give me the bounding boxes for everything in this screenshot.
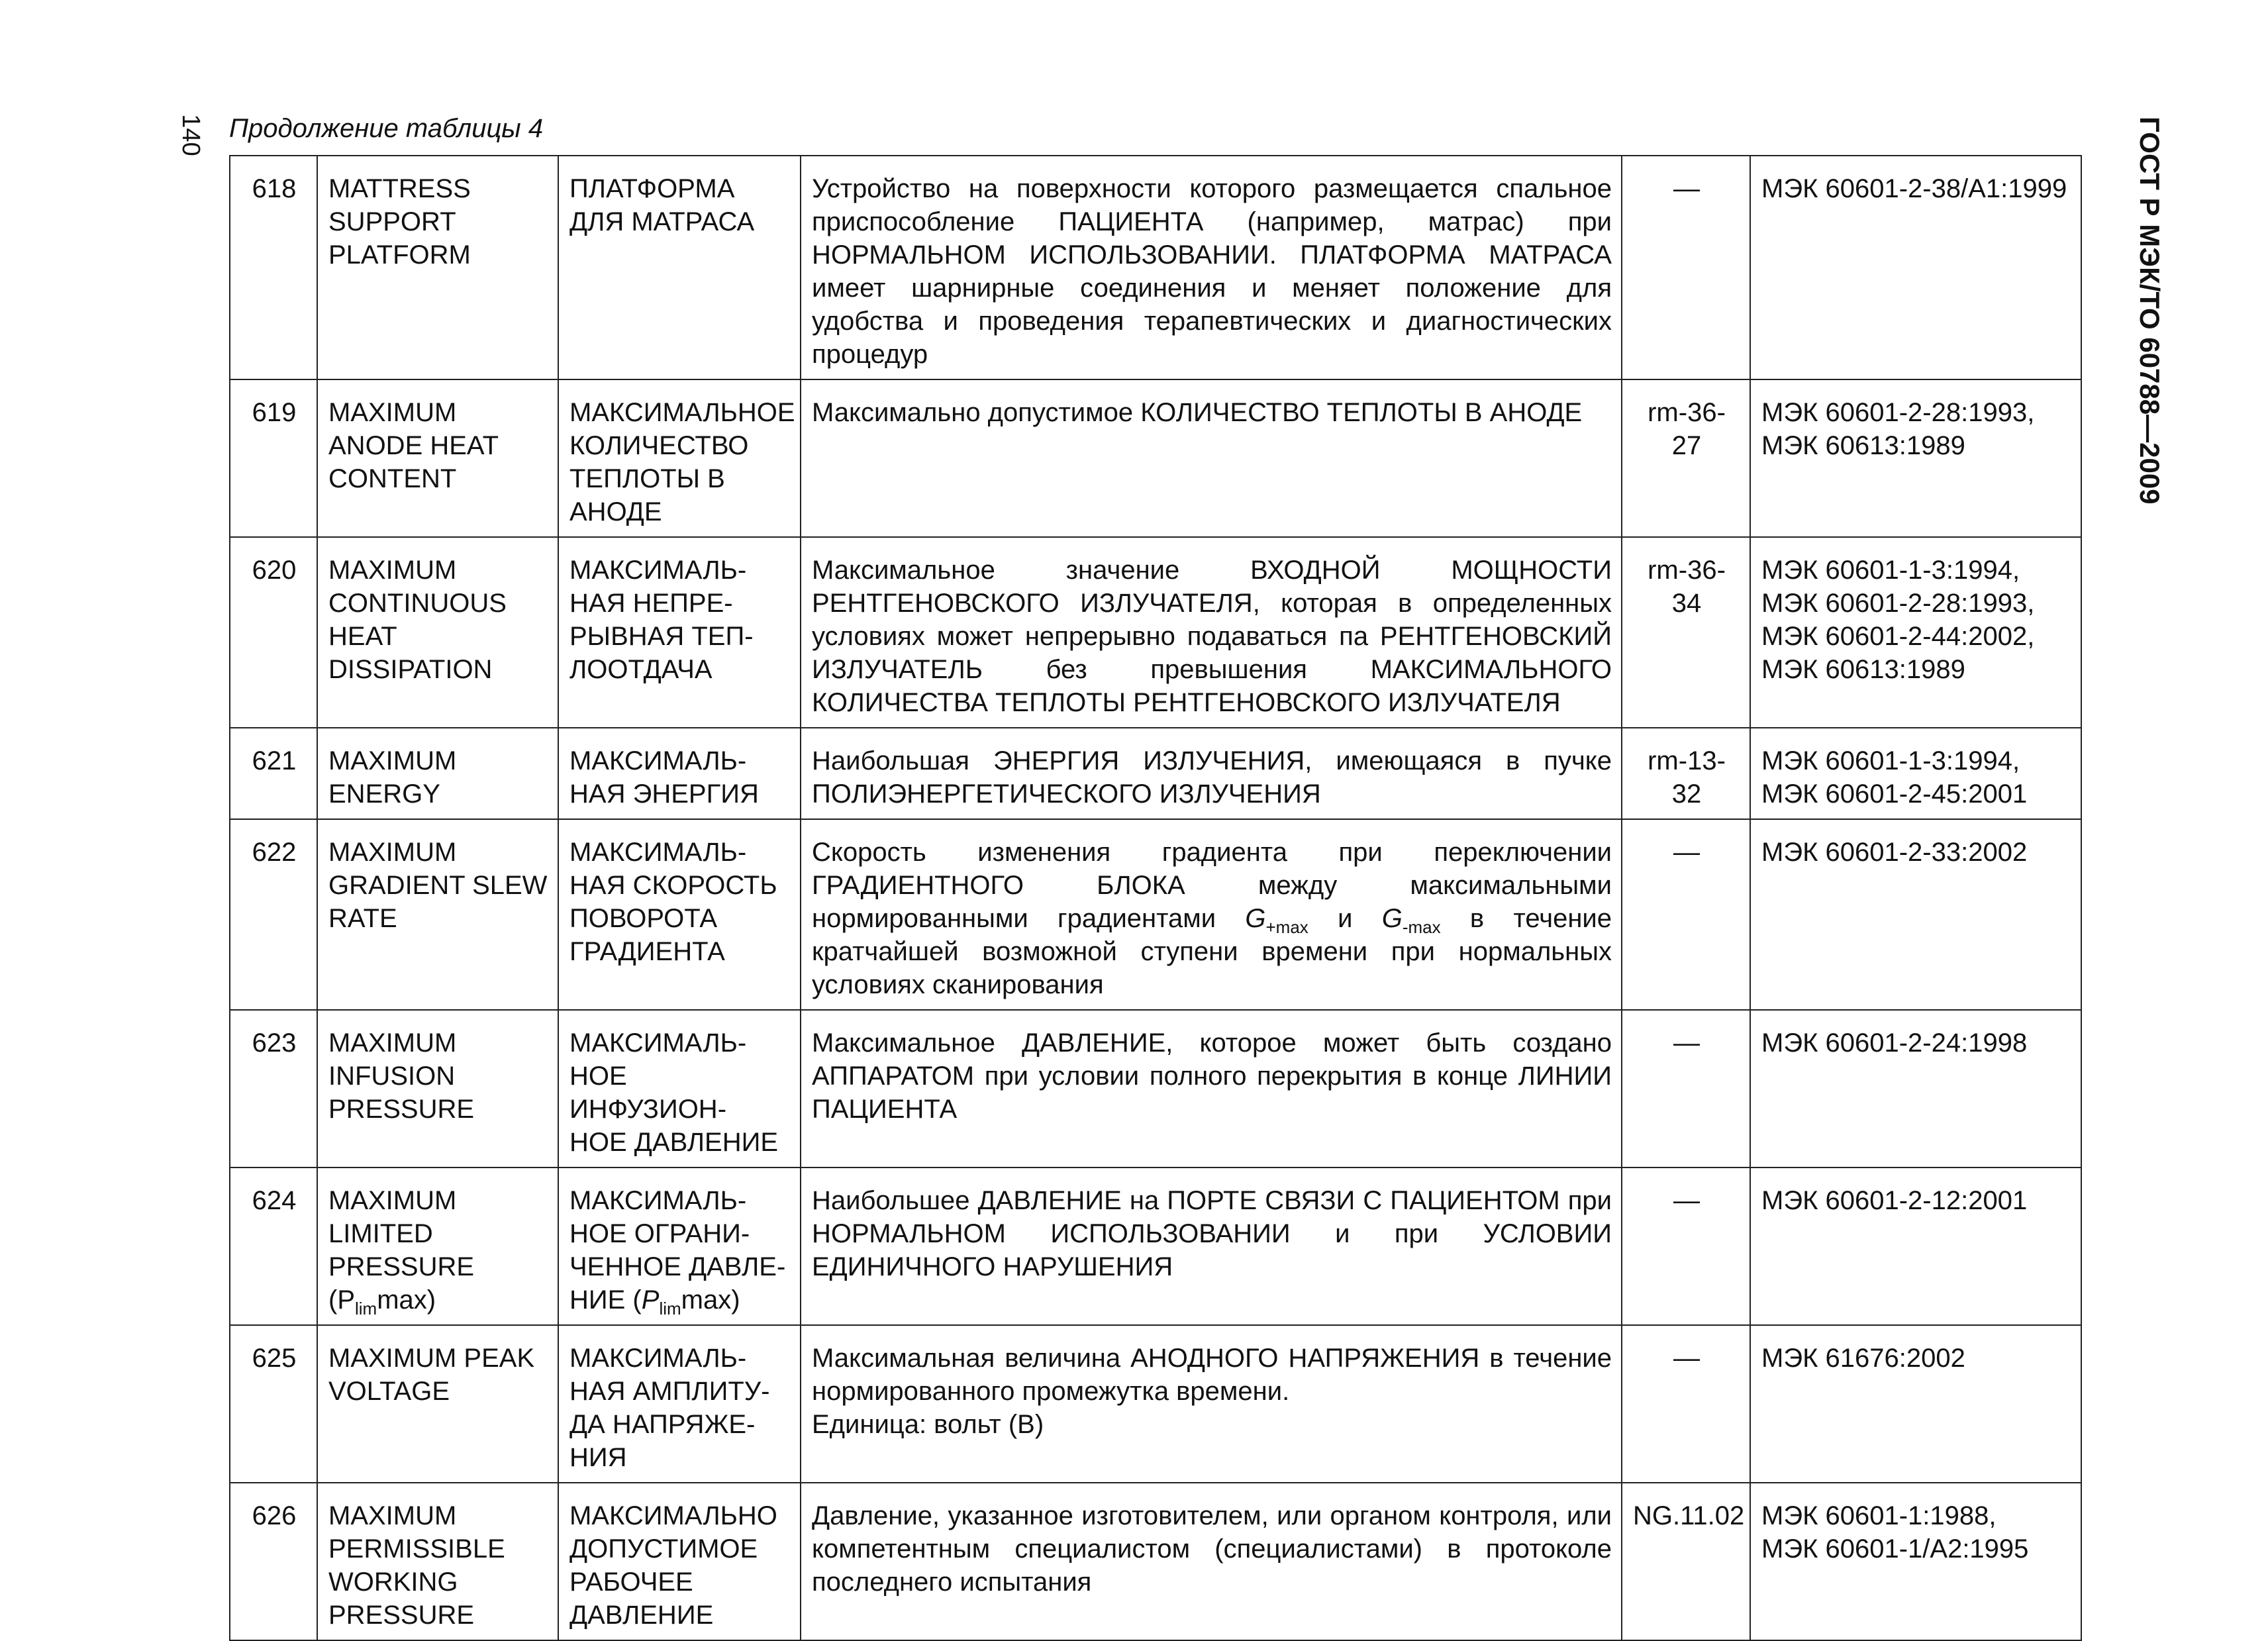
term-reference: МЭК 60601-1-3:1994, МЭК 60601-2-28:1993, МЭК 60601-2-44:2002, МЭК 60613:1989 [1750, 537, 2081, 728]
term-english: MAXIMUM ANODE HEAT CONTENT [317, 379, 558, 537]
term-number: 619 [230, 379, 317, 537]
term-definition: Устройство на поверхности которого размещается спальное приспособление ПАЦИЕНТА (например, матрас) при НОРМАЛЬНОМ ИСПОЛЬЗОВАНИИ. ПЛАТФОРМА МАТРАСА имеет шарнирные соединения и меняет положение для удобства и проведения терапевтических и диагностических процедур [801, 156, 1622, 379]
table-row [230, 537, 2081, 728]
term-code: — [1622, 1168, 1750, 1325]
term-english: MATTRESS SUPPORT PLATFORM [317, 156, 558, 379]
term-definition: Наибольшее ДАВЛЕНИЕ на ПОРТЕ СВЯЗИ С ПАЦИЕНТОМ при НОРМАЛЬНОМ ИСПОЛЬЗОВАНИИ и при УСЛОВИИ ЕДИНИЧНОГО НАРУШЕНИЯ [801, 1168, 1622, 1325]
term-definition: Максимальное значение ВХОДНОЙ МОЩНОСТИ РЕНТГЕНОВСКОГО ИЗЛУЧАТЕЛЯ, которая в определенных условиях может непрерывно подаваться па РЕНТГЕНОВСКИЙ ИЗЛУЧАТЕЛЬ без превышения МАКСИМАЛЬНОГО КОЛИЧЕСТВА ТЕПЛОТЫ РЕНТГЕНОВСКОГО ИЗЛУЧАТЕЛЯ [801, 537, 1622, 728]
term-code: — [1622, 1325, 1750, 1483]
term-russian: МАКСИМАЛЬ- НОЕ ОГРАНИ- ЧЕННОЕ ДАВЛЕ- НИЕ $(P_{lim}\max)$ [558, 1168, 801, 1325]
term-english: MAXIMUM GRADIENT SLEW RATE [317, 819, 558, 1010]
page-number: 140 [177, 114, 205, 156]
term-english: MAXIMUM LIMITED PRESSURE $(P_{lim}\max)$ [317, 1168, 558, 1325]
term-definition: Максимальное ДАВЛЕНИЕ, которое может быть создано АППАРАТОМ при условии полного перекрытия в конце ЛИНИИ ПАЦИЕНТА [801, 1010, 1622, 1168]
standard-code: ГОСТ Р МЭК/ТО 60788—2009 [2134, 117, 2165, 505]
table-row [230, 819, 2081, 1010]
term-russian: МАКСИМАЛЬ- НАЯ НЕПРЕ- РЫВНАЯ ТЕП- ЛООТДАЧА [558, 537, 801, 728]
term-number: 624 [230, 1168, 317, 1325]
term-english: MAXIMUM INFUSION PRESSURE [317, 1010, 558, 1168]
term-code: — [1622, 1010, 1750, 1168]
term-english: MAXIMUM CONTINUOUS HEAT DISSIPATION [317, 537, 558, 728]
term-russian: ПЛАТФОРМА ДЛЯ МАТРАСА [558, 156, 801, 379]
table-row [230, 379, 2081, 537]
term-definition: Максимально допустимое КОЛИЧЕСТВО ТЕПЛОТЫ В АНОДЕ [801, 379, 1622, 537]
term-code: rm-36-27 [1622, 379, 1750, 537]
term-english: MAXIMUM ENERGY [317, 728, 558, 819]
term-english: MAXIMUM PERMISSIBLE WORKING PRESSURE [317, 1483, 558, 1640]
term-number: 623 [230, 1010, 317, 1168]
table-row [230, 1483, 2081, 1640]
term-reference: МЭК 60601-2-24:1998 [1750, 1010, 2081, 1168]
table-row [230, 156, 2081, 379]
term-reference: МЭК 60601-2-33:2002 [1750, 819, 2081, 1010]
term-russian: МАКСИМАЛЬНОЕ КОЛИЧЕСТВО ТЕПЛОТЫ В АНОДЕ [558, 379, 801, 537]
term-reference: МЭК 60601-2-12:2001 [1750, 1168, 2081, 1325]
term-definition: Максимальная величина АНОДНОГО НАПРЯЖЕНИЯ в течение нормированного промежутка времени. Единица: вольт (В) [801, 1325, 1622, 1483]
term-number: 618 [230, 156, 317, 379]
term-reference: МЭК 60601-1-3:1994, МЭК 60601-2-45:2001 [1750, 728, 2081, 819]
table-row [230, 1010, 2081, 1168]
term-number: 626 [230, 1483, 317, 1640]
term-russian: МАКСИМАЛЬНО ДОПУСТИМОЕ РАБОЧЕЕ ДАВЛЕНИЕ [558, 1483, 801, 1640]
term-russian: МАКСИМАЛЬ- НОЕ ИНФУЗИОН- НОЕ ДАВЛЕНИЕ [558, 1010, 801, 1168]
table-row [230, 1325, 2081, 1483]
term-code: — [1622, 819, 1750, 1010]
term-number: 622 [230, 819, 317, 1010]
term-code: rm-36-34 [1622, 537, 1750, 728]
table-row [230, 728, 2081, 819]
term-number: 621 [230, 728, 317, 819]
term-reference: МЭК 60601-1:1988, МЭК 60601-1/А2:1995 [1750, 1483, 2081, 1640]
term-reference: МЭК 60601-2-38/А1:1999 [1750, 156, 2081, 379]
term-code: NG.11.02 [1622, 1483, 1750, 1640]
term-russian: МАКСИМАЛЬ- НАЯ СКОРОСТЬ ПОВОРОТА ГРАДИЕНТА [558, 819, 801, 1010]
term-number: 620 [230, 537, 317, 728]
table-continuation-caption: Продолжение таблицы 4 [229, 114, 544, 143]
table-row [230, 1168, 2081, 1325]
term-code: rm-13-32 [1622, 728, 1750, 819]
terms-table [229, 155, 2082, 1641]
term-definition: Давление, указанное изготовителем, или органом контроля, или компетентным специалистом (специалистами) в протоколе последнего испытания [801, 1483, 1622, 1640]
term-number: 625 [230, 1325, 317, 1483]
term-definition: Наибольшая ЭНЕРГИЯ ИЗЛУЧЕНИЯ, имеющаяся в пучке ПОЛИЭНЕРГЕТИЧЕСКОГО ИЗЛУЧЕНИЯ [801, 728, 1622, 819]
term-code: — [1622, 156, 1750, 379]
term-definition: Скорость изменения градиента при переключении ГРАДИЕНТНОГО БЛОКА между максимальными нормированными градиентами $G_{+max}$ и $G_{-max}$ в течение кратчайшей возможной ступени времени при нормальных условиях сканирования [801, 819, 1622, 1010]
term-reference: МЭК 60601-2-28:1993, МЭК 60613:1989 [1750, 379, 2081, 537]
term-reference: МЭК 61676:2002 [1750, 1325, 2081, 1483]
term-russian: МАКСИМАЛЬ- НАЯ АМПЛИТУ- ДА НАПРЯЖЕ- НИЯ [558, 1325, 801, 1483]
term-english: MAXIMUM PEAK VOLTAGE [317, 1325, 558, 1483]
standard-designation [2134, 117, 2185, 514]
term-russian: МАКСИМАЛЬ- НАЯ ЭНЕРГИЯ [558, 728, 801, 819]
